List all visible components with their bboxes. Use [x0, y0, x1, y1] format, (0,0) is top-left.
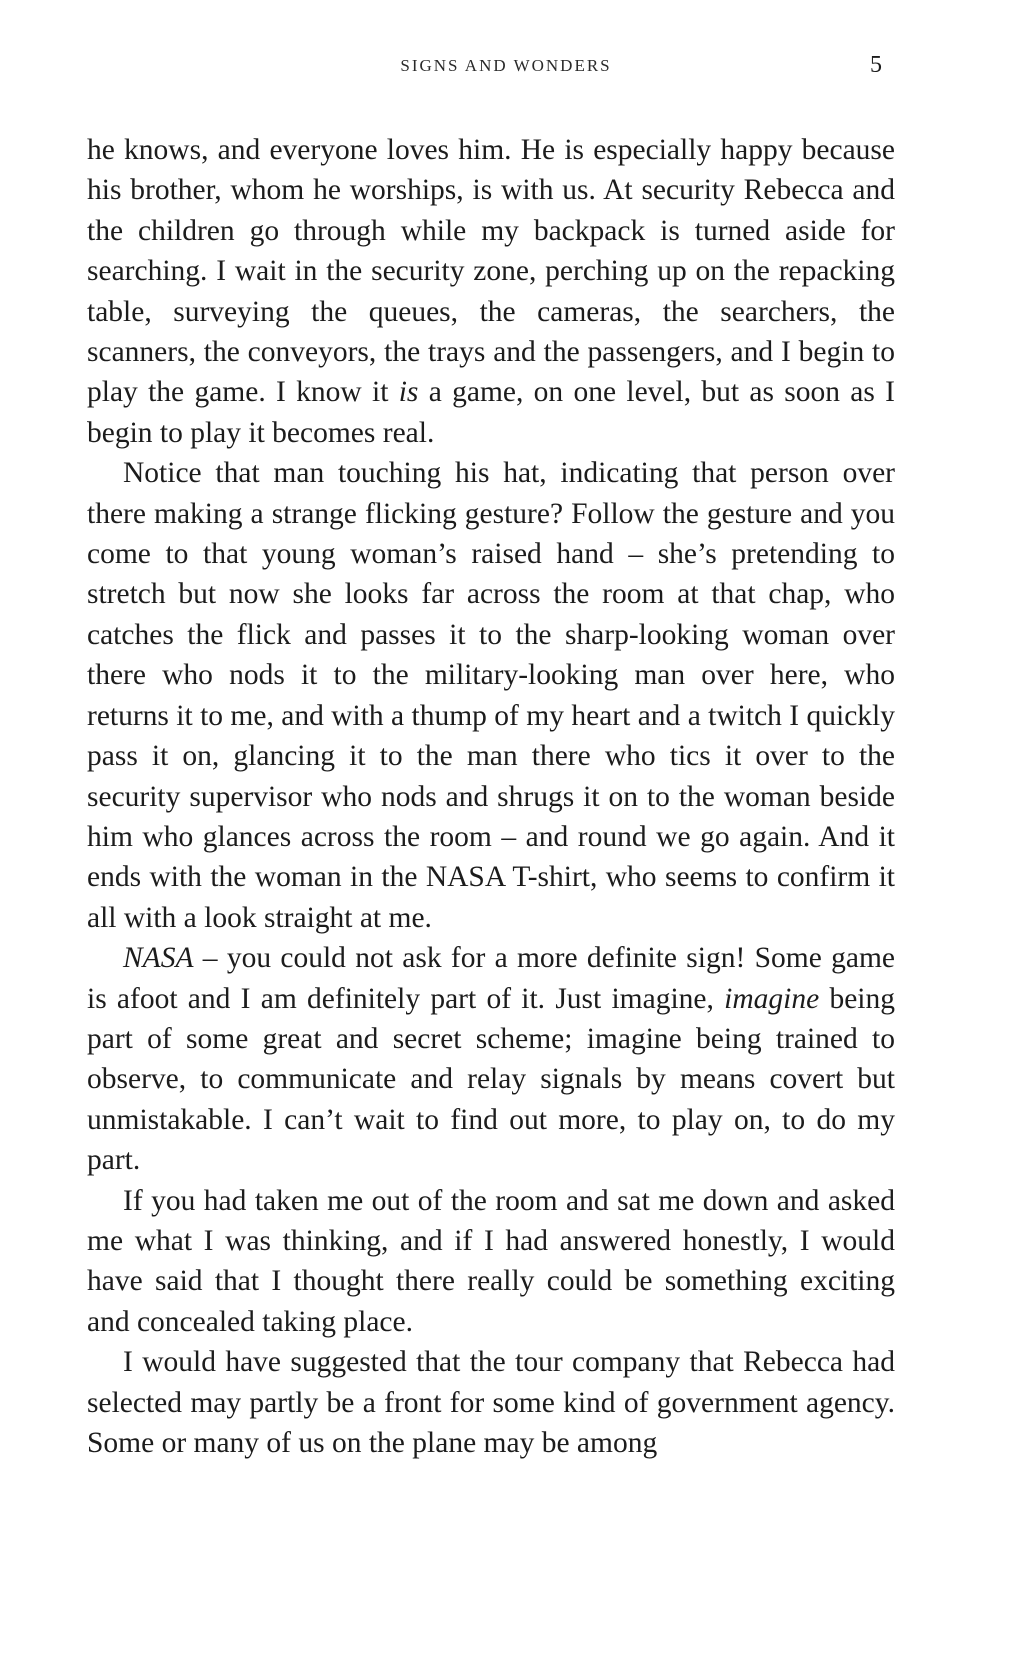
paragraph-2: Notice that man touching his hat, indicating that person over there making a strange flicking gesture? Follow the gesture and you come to that young woman’s raised hand – she’s pretending to stretch but now she looks far across the room at that chap, who catches the flick and passes it to the sharp-looking woman over there who nods it to the military-looking man over here, who returns it to me, and with a thump of my heart and a twitch I quickly pass it on, glancing it to the man there who tics it over to the security supervisor who nods and shrugs it on to the woman beside him who glances across the room – and round we go again. And it ends with the woman in the NASA T-shirt, who seems to confirm it all with a look straight at me.: [87, 457, 895, 934]
paragraph-3-mid: – you could not ask for a more definite sign! Some game is afoot and I am definitely part of it. Just imagine,: [87, 942, 896, 1015]
paragraph-3-end: being part of some great and secret scheme; imagine being trained to observe, to communicate and relay signals by means covert but unmistakable. I can’t wait to find out more, to play on, to do my part.: [87, 982, 896, 1177]
body-text: [87, 130, 895, 1463]
running-header: SIGNS AND WONDERS: [400, 56, 612, 75]
emphasis-imagine: imagine: [724, 982, 820, 1015]
paragraph-1: [87, 130, 895, 453]
emphasis-is: is: [398, 376, 419, 409]
emphasis-nasa: NASA: [123, 942, 194, 975]
paragraph-5: I would have suggested that the tour company that Rebecca had selected may partly be a front for some kind of government agency. Some or many of us on the plane may be among: [87, 1346, 895, 1459]
paragraph-1-text: he knows, and everyone loves him. He is especially happy because his brother, whom he worships, is with us. At security Rebecca and the children go through while my backpack is turned aside for searching. I wait in the security zone, perching up on the repacking table, surveying the queues, the cameras, the searchers, the scanners, the conveyors, the trays and the passengers, and I begin to play the game. I know it: [87, 134, 895, 409]
paragraph-3: [87, 938, 895, 1180]
paragraph-1-end: a game, on one level, but as soon as I begin to play it becomes real.: [87, 376, 896, 449]
page-number: 5: [870, 52, 882, 78]
paragraph-4: If you had taken me out of the room and sat me down and asked me what I was thinking, and if I had answered honestly, I would have said that I thought there really could be something exciting and concealed taking place.: [87, 1184, 895, 1338]
